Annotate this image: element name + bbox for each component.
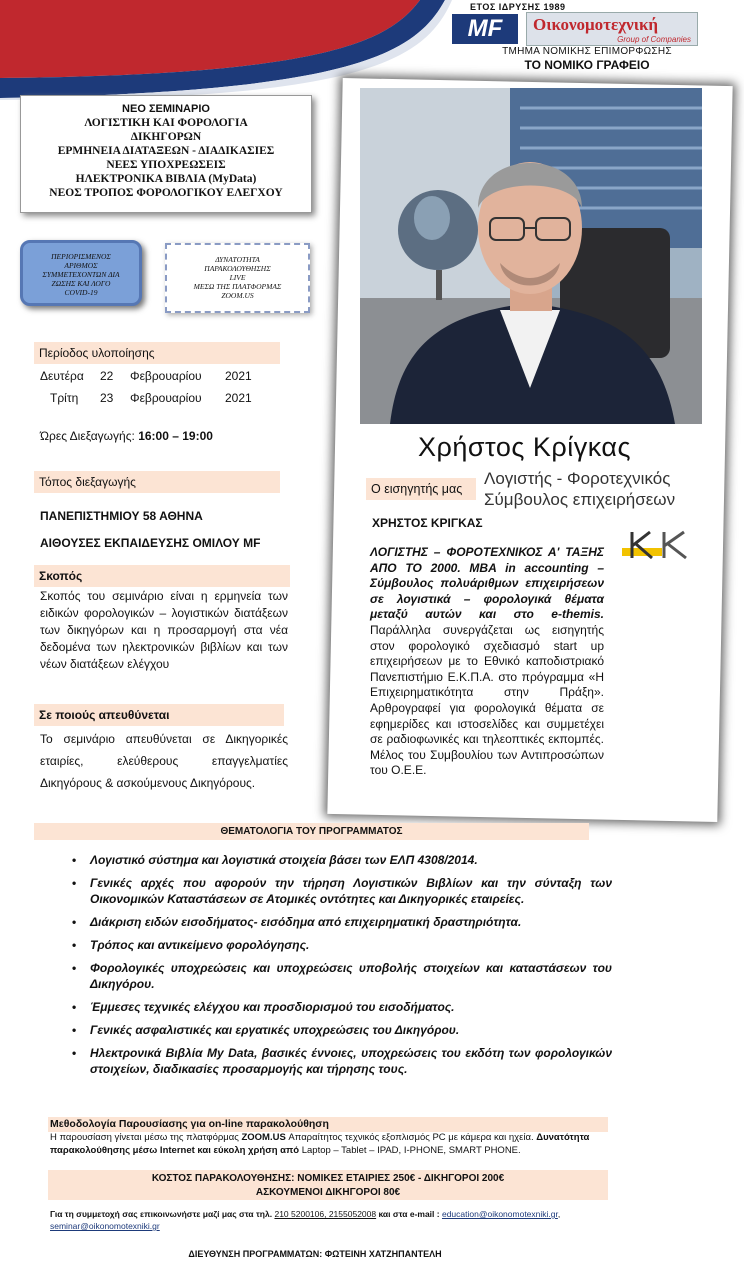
- contact-prefix: Για τη συμμετοχή σας επικοινωνήστε μαζί μας στα τηλ.: [50, 1209, 273, 1219]
- purpose-heading: Σκοπός: [34, 565, 290, 587]
- badge-line: ΠΕΡΙΟΡΙΣΜΕΝΟΣ: [51, 252, 111, 261]
- speaker-role-1: Λογιστής - Φοροτεχνικός: [484, 469, 671, 488]
- kk-logo-icon: [622, 528, 700, 564]
- title-line: ΝΕΟ ΣΕΜΙΝΑΡΙΟ: [122, 103, 210, 115]
- venue-rooms: ΑΙΘΟΥΣΕΣ ΕΚΠΑΙΔΕΥΣΗΣ ΟΜΙΛΟΥ MF: [40, 536, 261, 550]
- date-row-2: [50, 390, 280, 407]
- director: ΔΙΕΥΘΥΝΣΗ ΠΡΟΓΡΑΜΜΑΤΩΝ: ΦΩΤΕΙΝΗ ΧΑΤΖΗΠΑΝΤΕΛΗ: [188, 1249, 442, 1259]
- badge-line: ΜΕΣΩ ΤΗΣ ΠΛΑΤΦΟΡΜΑΣ: [193, 282, 282, 291]
- list-item: • Διάκριση ειδών εισοδήματος- εισόδημα από επιχειρηματική δραστηριότητα.: [72, 914, 612, 930]
- phone-link[interactable]: 210 5200106, 2155052008: [274, 1209, 377, 1219]
- limited-seats-badge: [20, 240, 142, 306]
- list-item: • Φορολογικές υποχρεώσεις και υποχρεώσεις υποβολής στοιχείων και καταστάσεων του Δικηγόρου.: [72, 960, 612, 992]
- speaker-label: Ο εισηγητής μας: [366, 478, 476, 500]
- speaker-photo: [360, 88, 702, 424]
- venue-heading: Τόπος διεξαγωγής: [34, 471, 280, 493]
- badge-line: LIVE: [229, 273, 246, 282]
- methodology-part: Δυνατότητα παρακολούθησης μέσω Internet και εύκολη χρήση από: [50, 1132, 590, 1156]
- date-day: Τρίτη: [50, 391, 79, 405]
- cost-box: [48, 1170, 608, 1200]
- title-line: ΔΙΚΗΓΟΡΩΝ: [130, 131, 202, 143]
- audience-heading: Σε ποιούς απευθύνεται: [34, 704, 284, 726]
- cost-line: ΚΟΣΤΟΣ ΠΑΡΑΚΟΛΟΥΘΗΣΗΣ: ΝΟΜΙΚΕΣ ΕΤΑΙΡΙΕΣ 250€ - ΔΙΚΗΓΟΡΟΙ 200€: [151, 1173, 505, 1184]
- methodology-part: Η παρουσίαση γίνεται μέσω της πλατφόρμας: [50, 1132, 242, 1143]
- cost-line: ΑΣΚΟΥΜΕΝΟΙ ΔΙΚΗΓΟΡΟΙ 80€: [255, 1187, 401, 1198]
- list-item: • Γενικές αρχές που αφορούν την τήρηση Λογιστικών Βιβλίων και την σύνταξη των Οικονομικών Καταστάσεων σε Ατομικές οντότητες και Δικηγορικές εταιρείες.: [72, 875, 612, 907]
- date-num: 23: [100, 391, 114, 405]
- date-month: Φεβρουαρίου: [130, 369, 202, 383]
- date-year: 2021: [225, 391, 252, 405]
- contact-info: Για τη συμμετοχή σας επικοινωνήστε μαζί μας στα τηλ. 210 5200106, 2155052008 και στα e-mail : education@oikonomotexniki.gr, seminar@oikonomotexniki.gr: [50, 1209, 561, 1231]
- kk-logo: [622, 528, 700, 564]
- hours-label: Ώρες Διεξαγωγής:: [40, 429, 135, 443]
- purpose-text: Σκοπός του σεμινάριο είναι η ερμηνεία των ειδικών φορολογικών – λογιστικών διατάξεων των δικηγόρων και η προσαρμογή στα νέα δεδομένα των ηλεκτρονικών βιβλίων και των νέων διατάξεων ελέγχου: [40, 589, 288, 671]
- list-item: • Τρόπος και αντικείμενο φορολόγησης.: [72, 937, 612, 953]
- title-line: ΗΛΕΚΤΡΟΝΙΚΑ ΒΙΒΛΙΑ (MyData): [75, 173, 257, 185]
- list-item: • Έμμεσες τεχνικές ελέγχου και προσδιορισμού του εισοδήματος.: [72, 999, 612, 1015]
- badge-line: ΠΑΡΑΚΟΛΟΥΘΗΣΗΣ: [204, 264, 271, 273]
- badge-line: COVID-19: [64, 288, 98, 297]
- methodology-part: Απαραίτητος τεχνικός εξοπλισμός PC με κάμερα και ηχεία.: [285, 1132, 537, 1143]
- topics-list: [72, 852, 612, 1084]
- date-num: 22: [100, 369, 114, 383]
- title-line: ΛΟΓΙΣΤΙΚΗ ΚΑΙ ΦΟΡΟΛΟΓΙΑ: [84, 117, 248, 129]
- date-month: Φεβρουαρίου: [130, 391, 202, 405]
- brand-logo: [526, 12, 698, 46]
- title-line: ΝΕΕΣ ΥΠΟΧΡΕΩΣΕΙΣ: [106, 159, 226, 171]
- email-link[interactable]: seminar@oikonomotexniki.gr: [50, 1221, 160, 1231]
- badge-line: ΖΩΣΗΣ ΚΑΙ ΛΟΓΟ: [51, 279, 111, 288]
- list-item: • Λογιστικό σύστημα και λογιστικά στοιχεία βάσει των ΕΛΠ 4308/2014.: [72, 852, 612, 868]
- speaker-name-caps: ΧΡΗΣΤΟΣ ΚΡΙΓΚΑΣ: [372, 516, 483, 530]
- online-badge: [165, 243, 310, 313]
- venue-address: ΠΑΝΕΠΙΣΤΗΜΙΟΥ 58 ΑΘΗΝΑ: [40, 509, 203, 523]
- email-link[interactable]: education@oikonomotexniki.gr: [441, 1209, 558, 1219]
- brand-name: Οικονομοτεχνική: [533, 15, 659, 34]
- speaker-bio-bold: ΛΟΓΙΣΤΗΣ – ΦΟΡΟΤΕΧΝΙΚΟΣ Α' ΤΑΞΗΣ ΑΠΟ ΤΟ 2000. MBA in accounting – Σύμβουλος πολυάριθμων επιχειρήσεων σε λογιστικά – φορολογικά θέματα μεταξύ αυτών και στο e-themis.: [370, 545, 604, 622]
- methodology-part: Laptop – Tablet – IPAD, I-PHONE, SMART PHONE.: [299, 1144, 521, 1156]
- speaker-name: Χρήστος Κρίγκας: [418, 432, 632, 462]
- founding-year: ΕΤΟΣ ΙΔΡΥΣΗΣ 1989: [470, 2, 566, 12]
- brand-subtitle: Group of Companies: [617, 35, 691, 44]
- hours-value: 16:00 – 19:00: [138, 429, 213, 443]
- methodology-text: [50, 1132, 610, 1157]
- hours: [40, 428, 213, 445]
- period-heading: Περίοδος υλοποίησης: [34, 342, 280, 364]
- speaker-bio: [370, 545, 604, 779]
- list-item: • Ηλεκτρονικά Βιβλία My Data, βασικές έννοιες, υποχρεώσεις του εκδότη των φορολογικών στοιχείων, διαδικασίες προσαρμογής και τήρησης τους.: [72, 1045, 612, 1077]
- title-line: ΝΕΟΣ ΤΡΟΠΟΣ ΦΟΡΟΛΟΓΙΚΟΥ ΕΛΕΓΧΟΥ: [49, 187, 283, 199]
- badge-line: ZOOM.US: [221, 291, 254, 300]
- mf-logo: MF: [452, 14, 518, 44]
- date-year: 2021: [225, 369, 252, 383]
- date-row-1: [40, 368, 270, 385]
- list-item: • Γενικές ασφαλιστικές και εργατικές υποχρεώσεις του Δικηγόρου.: [72, 1022, 612, 1038]
- contact-mid: και στα e-mail :: [376, 1209, 442, 1219]
- platform-name: ZOOM.US: [241, 1132, 286, 1143]
- audience-text: Το σεμινάριο απευθύνεται σε Δικηγορικές εταιρίες, ελεύθερους επαγγελματίες Δικηγόρους & ασκούμενους Δικηγόρους.: [40, 732, 288, 790]
- department: ΤΜΗΜΑ ΝΟΜΙΚΗΣ ΕΠΙΜΟΡΦΩΣΗΣ: [502, 46, 672, 57]
- methodology-heading: Μεθοδολογία Παρουσίασης για on-line παρακολούθηση: [48, 1117, 608, 1132]
- speaker-role-2: Σύμβουλος επιχειρήσεων: [484, 490, 676, 509]
- date-day: Δευτέρα: [40, 369, 84, 383]
- badge-line: ΑΡΙΘΜΟΣ: [64, 261, 98, 270]
- office-name: ΤΟ ΝΟΜΙΚΟ ΓΡΑΦΕΙΟ: [524, 58, 650, 72]
- topics-heading: ΘΕΜΑΤΟΛΟΓΙΑ ΤΟΥ ΠΡΟΓΡΑΜΜΑΤΟΣ: [34, 823, 589, 840]
- badge-line: ΣΥΜΜΕΤΕΧΟΝΤΩΝ ΔΙΑ: [42, 270, 120, 279]
- badge-line: ΔΥΝΑΤΟΤΗΤΑ: [215, 255, 260, 264]
- seminar-title-box: [20, 95, 312, 213]
- speaker-portrait: [360, 88, 702, 424]
- title-line: ΕΡΜΗΝΕΙΑ ΔΙΑΤΑΞΕΩΝ - ΔΙΑΔΙΚΑΣΙΕΣ: [57, 145, 275, 157]
- speaker-bio-rest: Παράλληλα συνεργάζεται ως εισηγητής στον φορολογικό σχεδιασμό start up επιχειρήσεων με το Εθνικό καποδιστριακό Πανεπιστήμιο Ε.Κ.Π.Α. στο πρόγραμμα «Η Επιχειρηματικότητα στην Πράξη». Αρθρογραφεί για φορολογικά θέματα σε εφημερίδες και ιστοσελίδες και συμμετέχει σε ραδιοφωνικές και τηλεοπτικές εκπομπές. Μέλος του Συμβουλίου των Αντιπροσώπων του Ο.Ε.Ε.: [370, 622, 604, 778]
